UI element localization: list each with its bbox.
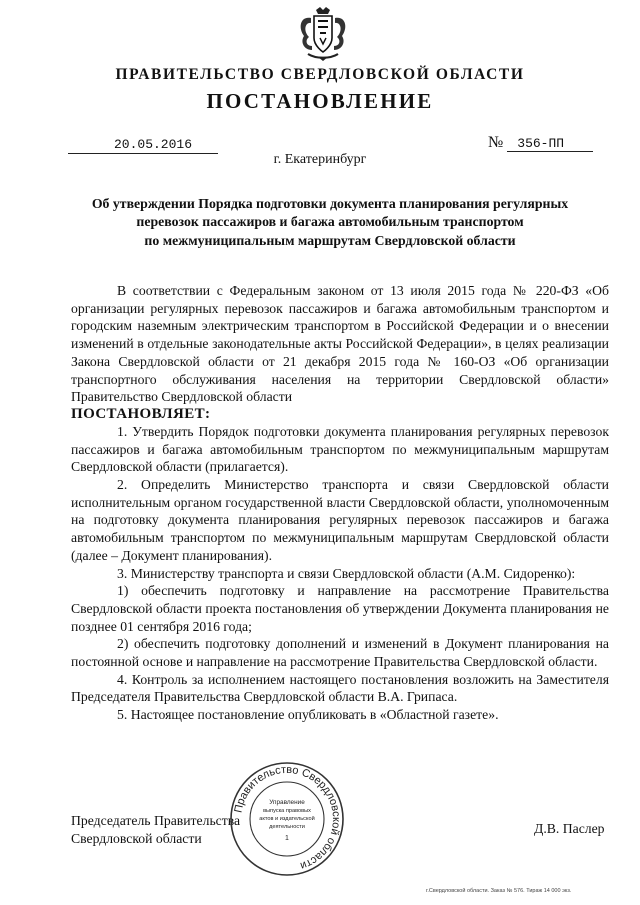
item-2-paragraph: 2. Определить Министерство транспорта и связи Свердловской области исполнительным органом государственной власти Свердловской области, уполномоченным на подготовку документа планирования регулярных перевозок пассажиров и багажа автомобильным транспортом по межмуниципальным маршрутам Свердловской области (далее – Документ планирования). (71, 477, 609, 563)
government-name: ПРАВИТЕЛЬСТВО СВЕРДЛОВСКОЙ ОБЛАСТИ (115, 66, 525, 83)
city: г. Екатеринбург (273, 152, 367, 167)
stamp-line: Управление (269, 799, 305, 806)
print-run-note: г.Свердловской области. Заказ № 576. Тираж 14 000 экз. (426, 888, 572, 894)
coat-of-arms-icon (296, 6, 350, 62)
item-3-2-paragraph: 2) обеспечить подготовку дополнений и изменений в Документ планирования на постоянной основе и направление на рассмотрение Правительства Свердловской области. (71, 636, 609, 670)
document-date: 20.05.2016 (68, 137, 218, 154)
stamp-line: выпуска правовых (263, 808, 311, 814)
document-number: 356-ПП (507, 136, 593, 152)
position-line: Свердловской области (71, 830, 202, 846)
item-5-paragraph: 5. Настоящее постановление опубликовать в «Областной газете». (117, 707, 499, 723)
signatory-position (71, 812, 240, 847)
document-type: ПОСТАНОВЛЕНИЕ (206, 89, 434, 113)
stamp-line: актов и издательской (259, 816, 315, 822)
official-stamp (228, 760, 346, 878)
preamble-paragraph: В соответствии с Федеральным законом от 13 июля 2015 года № 220-ФЗ «Об организации регулярных перевозок пассажиров и багажа автомобильным транспортом и городским наземным электрическим транспортом в Российской Федерации и о внесении изменений в отдельные законодательные акты Российской Федерации», в целях реализации Закона Свердловской области от 21 декабря 2015 года № 160-ОЗ «Об организации транспортного обслуживания населения на территории Свердловской области» Правительство Свердловской области (71, 283, 609, 405)
number-sign: № (488, 134, 504, 151)
stamp-line: деятельности (269, 824, 305, 830)
resolves-heading: ПОСТАНОВЛЯЕТ: (71, 405, 211, 422)
stamp-ring-text: Правительство Свердловской области (232, 763, 343, 872)
heading-line: по межмуниципальным маршрутам Свердловской области (144, 232, 516, 248)
item-1-paragraph: 1. Утвердить Порядок подготовки документа планирования регулярных перевозок пассажиров и багажа автомобильным транспортом по межмуниципальным маршрутам Свердловской области (прилагается). (71, 423, 609, 475)
position-line: Председатель Правительства (71, 813, 241, 828)
stamp-number: 1 (285, 835, 289, 842)
document-number-field (488, 134, 593, 152)
heading-line: Об утверждении Порядка подготовки документа планирования регулярных (91, 196, 569, 211)
heading-line: перевозок пассажиров и багажа автомобильным транспортом (136, 214, 524, 230)
item-3-paragraph: 3. Министерству транспорта и связи Свердловской области (А.М. Сидоренко): (117, 565, 576, 581)
document-heading (60, 195, 600, 250)
document-body (71, 282, 609, 724)
item-4-paragraph: 4. Контроль за исполнением настоящего постановления возложить на Заместителя Председателя Правительства Свердловской области В.А. Грипаса. (71, 671, 609, 705)
signatory-name: Д.В. Паслер (534, 821, 605, 836)
item-3-1-paragraph: 1) обеспечить подготовку и направление на рассмотрение Правительства Свердловской области проекта постановления об утверждении Документа планирования не позднее 01 сентября 2016 года; (71, 583, 609, 634)
